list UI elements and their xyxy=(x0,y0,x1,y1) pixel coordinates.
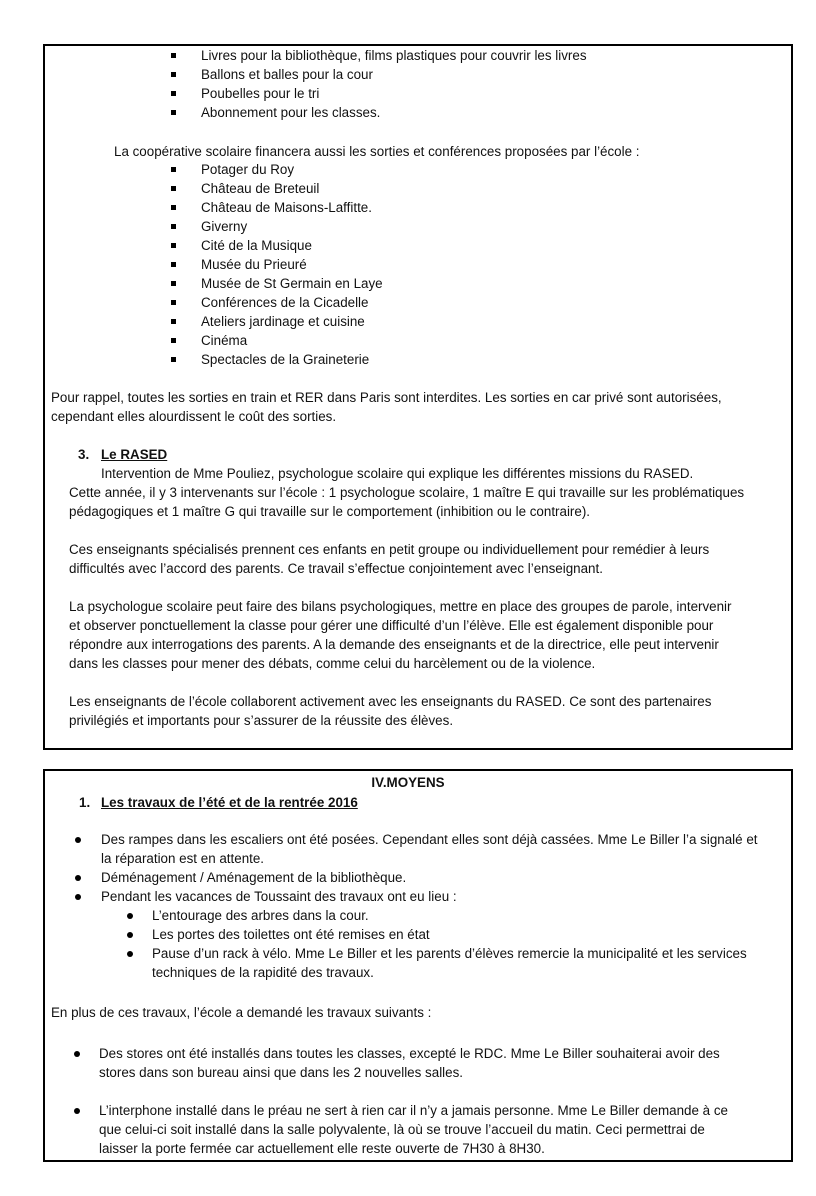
rased-p4-line: Les enseignants de l’école collaborent activement avec les enseignants du RASED. Ce sont des partenaires xyxy=(69,694,712,709)
outing-item: Cinéma xyxy=(201,333,248,348)
purchase-item: Ballons et balles pour la cour xyxy=(201,67,373,82)
moyens-sub-number: 1. xyxy=(79,795,91,810)
bullet-dot-icon xyxy=(127,932,133,938)
bullet-dot-icon xyxy=(127,951,133,957)
rased-p1-line: pédagogiques et 1 maître G qui travaille sur le comportement (inhibition ou le contraire). xyxy=(69,504,591,519)
rased-p1-line: Cette année, il y 3 intervenants sur l’école : 1 psychologue scolaire, 1 maître E qui travaille sur les problématiques xyxy=(69,485,745,500)
moyens-sub-title: Les travaux de l’été et de la rentrée 2016 xyxy=(101,795,358,810)
purchase-item: Poubelles pour le tri xyxy=(201,86,320,101)
outing-item: Château de Maisons-Laffitte. xyxy=(201,200,372,215)
rased-title: Le RASED xyxy=(101,447,168,462)
bullet-square-icon xyxy=(171,186,176,191)
bullet-square-icon xyxy=(171,281,176,286)
bullet-dot-icon xyxy=(74,1108,80,1114)
bullet-square-icon xyxy=(171,243,176,248)
work-item: Déménagement / Aménagement de la bibliothèque. xyxy=(101,870,407,885)
bullet-dot-icon xyxy=(75,837,81,843)
work-item: Pendant les vacances de Toussaint des travaux ont eu lieu : xyxy=(101,889,457,904)
toussaint-item: Les portes des toilettes ont été remises en état xyxy=(152,927,430,942)
toussaint-item: Pause d’un rack à vélo. Mme Le Biller et les parents d’élèves remercie la municipalité et les services xyxy=(152,946,747,961)
outing-item: Giverny xyxy=(201,219,248,234)
outing-item: Musée de St Germain en Laye xyxy=(201,276,383,291)
rased-p3-line: répondre aux interrogations des parents. A la demande des enseignants et de la directrice, elle peut intervenir xyxy=(69,637,719,652)
rased-p2-line: Ces enseignants spécialisés prennent ces enfants en petit groupe ou individuellement pour remédier à leurs xyxy=(69,542,710,557)
rased-intro: Intervention de Mme Pouliez, psychologue scolaire qui explique les différentes missions du RASED. xyxy=(101,466,694,481)
toussaint-item-cont: techniques de la rapidité des travaux. xyxy=(152,965,374,980)
bullet-dot-icon xyxy=(75,894,81,900)
reminder-line: cependant elles alourdissent le coût des sorties. xyxy=(51,409,337,424)
outing-item: Conférences de la Cicadelle xyxy=(201,295,369,310)
outing-item: Potager du Roy xyxy=(201,162,295,177)
bullet-dot-icon xyxy=(74,1051,80,1057)
requested-intro: En plus de ces travaux, l’école a demandé les travaux suivants : xyxy=(51,1005,432,1020)
request-item-cont: stores dans son bureau ainsi que dans les 2 nouvelles salles. xyxy=(99,1065,464,1080)
bullet-dot-icon xyxy=(75,875,81,881)
work-item: Des rampes dans les escaliers ont été posées. Cependant elles sont déjà cassées. Mme Le Biller l’a signalé et xyxy=(101,832,758,847)
request-item: L’interphone installé dans le préau ne sert à rien car il n’y a jamais personne. Mme Le Biller demande à ce xyxy=(99,1103,728,1118)
bullet-square-icon xyxy=(171,338,176,343)
outing-item: Ateliers jardinage et cuisine xyxy=(201,314,365,329)
purchase-item: Abonnement pour les classes. xyxy=(201,105,381,120)
purchase-item: Livres pour la bibliothèque, films plastiques pour couvrir les livres xyxy=(201,48,587,63)
rased-p4-line: privilégiés et importants pour s’assurer de la réussite des élèves. xyxy=(69,713,454,728)
request-item: Des stores ont été installés dans toutes les classes, excepté le RDC. Mme Le Biller souhaiterai avoir des xyxy=(99,1046,720,1061)
bullet-square-icon xyxy=(171,110,176,115)
bullet-square-icon xyxy=(171,319,176,324)
bullet-square-icon xyxy=(171,262,176,267)
rased-p3-line: dans les classes pour mener des débats, comme celui du harcèlement ou de la violence. xyxy=(69,656,596,671)
reminder-line: Pour rappel, toutes les sorties en train et RER dans Paris sont interdites. Les sorties en car privé sont autorisées, xyxy=(51,390,722,405)
bullet-square-icon xyxy=(171,167,176,172)
bullet-square-icon xyxy=(171,224,176,229)
outing-item: Musée du Prieuré xyxy=(201,257,307,272)
work-item-cont: la réparation est en attente. xyxy=(101,851,265,866)
bullet-square-icon xyxy=(171,72,176,77)
bullet-square-icon xyxy=(171,53,176,58)
outing-item: Château de Breteuil xyxy=(201,181,320,196)
outing-item: Cité de la Musique xyxy=(201,238,312,253)
rased-p3-line: et observer ponctuellement la classe pour gérer une difficulté d’un l’élève. Elle est également disponible pour xyxy=(69,618,714,633)
bullet-square-icon xyxy=(171,357,176,362)
bullet-dot-icon xyxy=(127,913,133,919)
outing-item: Spectacles de la Graineterie xyxy=(201,352,370,367)
rased-number: 3. xyxy=(78,447,90,462)
bullet-square-icon xyxy=(171,91,176,96)
bullet-square-icon xyxy=(171,300,176,305)
bullet-square-icon xyxy=(171,205,176,210)
request-item-cont: laisser la porte fermée car actuellement elle reste ouverte de 7H30 à 8H30. xyxy=(99,1141,545,1156)
outings-intro: La coopérative scolaire financera aussi les sorties et conférences proposées par l’école : xyxy=(114,144,640,159)
request-item-cont: que celui-ci soit installé dans la salle polyvalente, là où se trouve l’accueil du matin. Ceci permettrai de xyxy=(99,1122,705,1137)
rased-p3-line: La psychologue scolaire peut faire des bilans psychologiques, mettre en place des groupes de parole, intervenir xyxy=(69,599,732,614)
rased-p2-line: difficultés avec l’accord des parents. Ce travail s’effectue conjointement avec l’enseignant. xyxy=(69,561,603,576)
moyens-heading: IV.MOYENS xyxy=(371,775,445,790)
toussaint-item: L’entourage des arbres dans la cour. xyxy=(152,908,369,923)
